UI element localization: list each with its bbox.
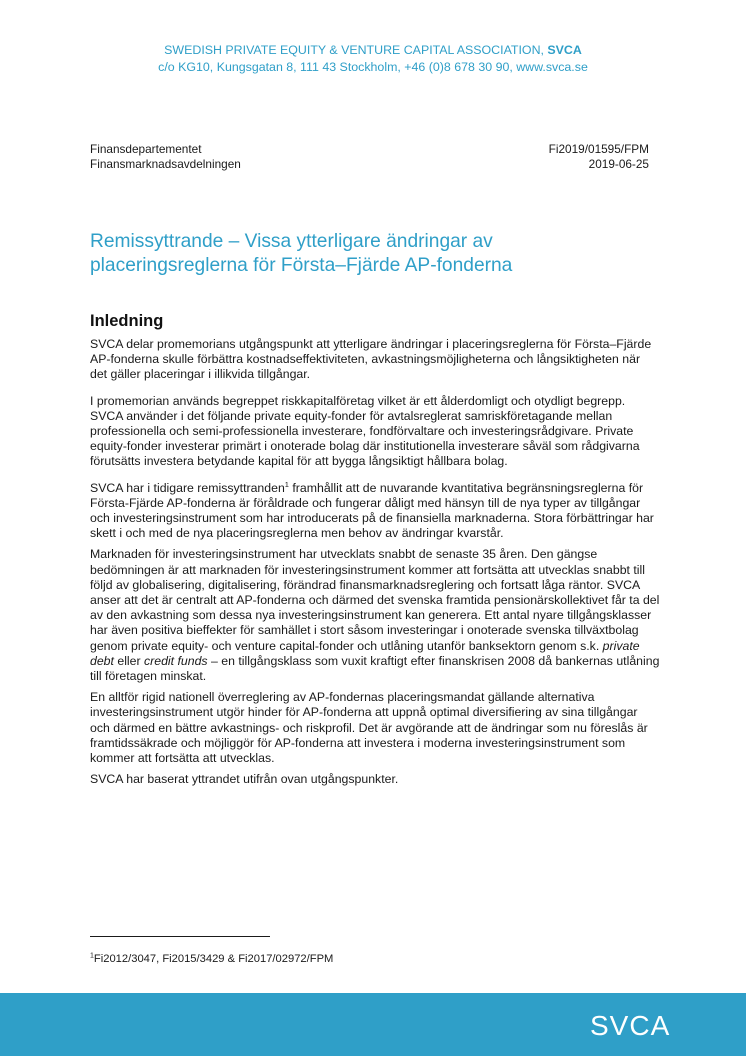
footnote-marker: 1 (90, 952, 94, 960)
title-line-1: Remissyttrande – Vissa ytterligare ändringar av (90, 231, 493, 252)
paragraph-5: En alltför rigid nationell överreglering av AP-fondernas placeringsmandat gällande alternativa investeringsinstrument utgör hinder för AP-fonderna att uppnå optimal diversifiering av sina tillgångar och därmed en bättre avkastnings- och riskprofil. Det är avgörande att de ändringar som nu föreslås är framtidssäkrade och möjliggör för AP-fonderna att investera i moderna investeringsinstrument som kommer att fortsätta att utvecklas. (90, 690, 648, 766)
svca-logo (590, 1007, 694, 1043)
body-text (90, 337, 660, 794)
reference-block (549, 142, 649, 171)
logo-text: SVCA (590, 1010, 671, 1041)
org-name: SWEDISH PRIVATE EQUITY & VENTURE CAPITAL ASSOCIATION, (164, 43, 548, 57)
reference-number: Fi2019/01595/FPM (548, 142, 649, 156)
recipient-block (90, 142, 241, 171)
footnote (90, 952, 333, 966)
recipient-line-1: Finansdepartementet (90, 142, 202, 156)
paragraph-3 (90, 481, 660, 542)
document-title (90, 230, 650, 278)
paragraph-2: I promemorian används begreppet riskkapitalföretag vilket är ett ålderdomligt och otydligt begrepp. SVCA använder i det följande private equity-fonder för avtalsreglerat samriskföretagande mellan professionella och semi-professionella investerare, fondförvaltare och investeringsrådgivare. Private equity-fonder investerar primärt i onoterade bolag där institutionella investerare såväl som rådgivarna förutsätts investera betydande kapital för att bygga långsiktigt hållbara bolag. (90, 393, 640, 469)
paragraph-4-text-c: – en tillgångsklass som vuxit kraftigt efter finanskrisen 2008 då bankernas utlåning till företagen minskat. (90, 653, 660, 684)
paragraph-4-text-a: Marknaden för investeringsinstrument har utvecklats snabbt de senaste 35 åren. Den gängse bedömningen är att marknaden för investeringsinstrument kommer att fortsätta att utvecklas snabbt till följd av globalisering, digitalisering, förändrad finansmarknadsreglering och fortsatt låga räntor. SVCA anser att det är centralt att AP-fonderna och därmed det svenska framtida pensionärskollektivet får ta del av den avkastning som dessa nya investeringsinstrument kan generera. Ett antal nyare tillgångsklasser har även positiva bieffekter för samhället i stort såsom investeringar i onoterade svenska tillväxtbolag genom private equity- och venture capital-fonder och utlåning utanför banksektorn genom s.k. (90, 547, 660, 653)
section-heading: Inledning (90, 312, 164, 330)
paragraph-1: SVCA delar promemorians utgångspunkt att ytterligare ändringar i placeringsreglerna för Första–Fjärde AP-fonderna skulle förbättra kostnadseffektiviteten, avkastningsmöjligheterna och långsiktigheten när det gäller placeringar i illikvida tillgångar. (90, 337, 652, 382)
paragraph-6: SVCA har baserat yttrandet utifrån ovan utgångspunkter. (90, 772, 399, 787)
letterhead (0, 42, 746, 76)
term-private-debt: private debt (90, 638, 640, 668)
term-credit-funds: credit funds (144, 653, 208, 668)
footnote-reference[interactable]: 1 (284, 479, 289, 489)
letterhead-address: c/o KG10, Kungsgatan 8, 111 43 Stockholm, +46 (0)8 678 30 90, www.svca.se (158, 60, 588, 74)
paragraph-3-text-b: framhållit att de nuvarande kvantitativa begränsningsreglerna för Första-Fjärde AP-fonderna är föråldrade och fungerar dåligt med hänsyn till de nya typer av tillgångar och investeringsinstrument som har introducerats på de finansiella marknaderna. Stora förbättringar har skett i och med de nya placeringsreglerna men behov av ändringar kvarstår. (90, 480, 654, 541)
footnote-text: Fi2012/3047, Fi2015/3429 & Fi2017/02972/FPM (93, 953, 334, 965)
paragraph-4-text-b: eller (113, 653, 145, 668)
recipient-line-2: Finansmarknadsavdelningen (90, 156, 241, 171)
org-abbr: SVCA (547, 43, 582, 57)
paragraph-4 (90, 547, 660, 684)
footer-bar (0, 993, 746, 1056)
title-line-2: placeringsreglerna för Första–Fjärde AP-fonderna (90, 255, 513, 276)
paragraph-3-text-a: SVCA har i tidigare remissyttranden (90, 480, 285, 495)
document-date: 2019-06-25 (588, 156, 649, 171)
letterhead-org-line (0, 42, 746, 59)
footnote-divider (90, 936, 270, 937)
